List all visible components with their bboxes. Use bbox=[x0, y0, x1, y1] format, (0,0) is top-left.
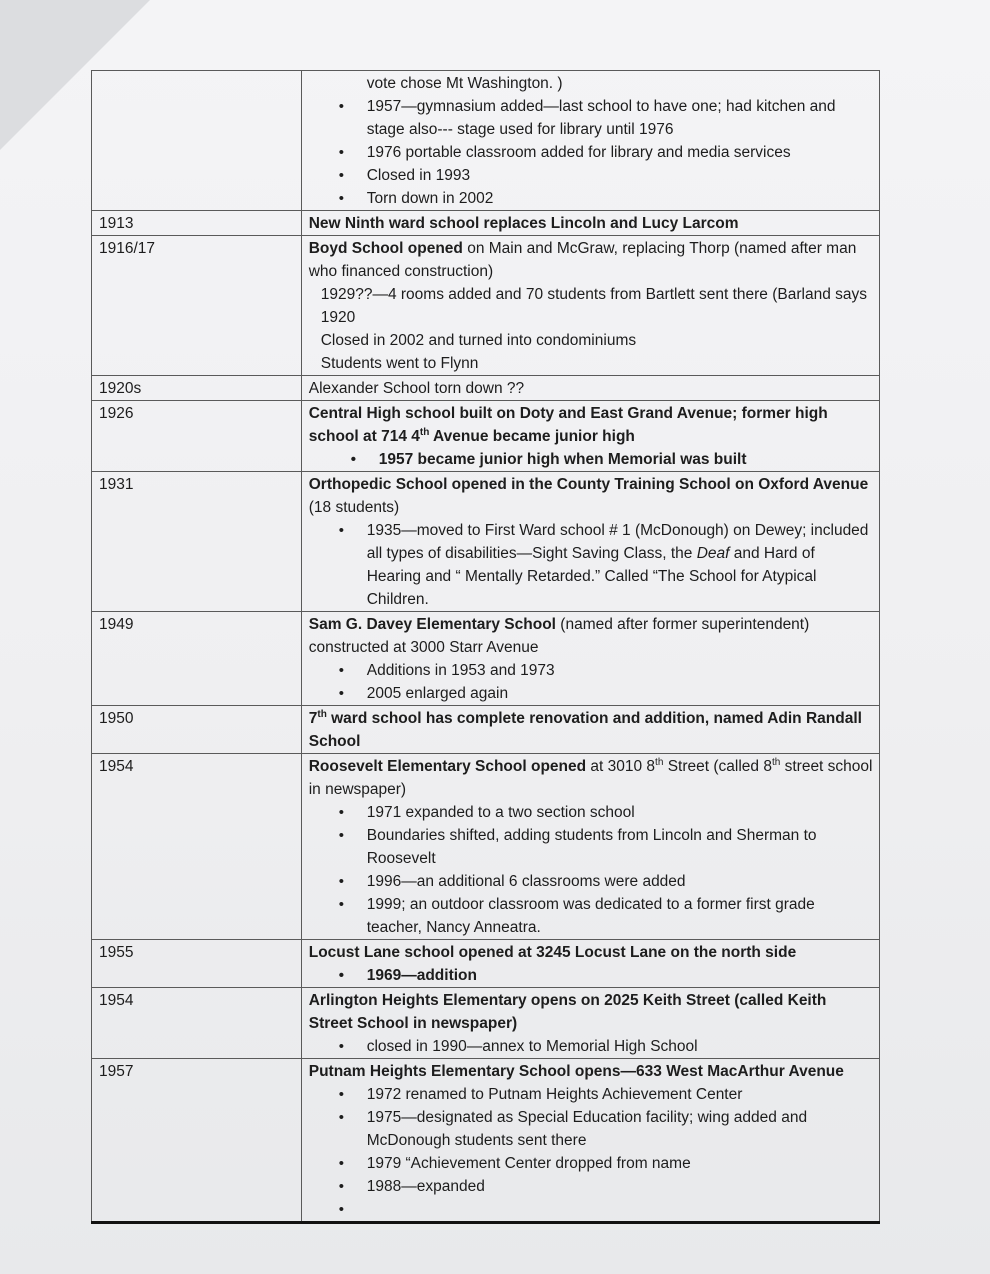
description-cell bbox=[301, 612, 879, 706]
table-row bbox=[92, 236, 880, 376]
table-row bbox=[92, 754, 880, 940]
year-cell: 1916/17 bbox=[92, 236, 302, 376]
entry-title: Boyd School opened on Main and McGraw, replacing Thorp (named after man who financed construction) bbox=[308, 240, 857, 280]
year-cell bbox=[92, 71, 302, 211]
bullet-list bbox=[309, 801, 873, 939]
list-item: • 1971 expanded to a two section school bbox=[338, 804, 635, 821]
description-cell: New Ninth ward school replaces Lincoln and Lucy Larcom bbox=[301, 211, 879, 236]
bullet-list bbox=[309, 448, 873, 471]
description-cell bbox=[301, 940, 879, 988]
entry-title: Central High school built on Doty and East Grand Avenue; former high school at 714 4th Avenue became junior high bbox=[308, 405, 828, 445]
year-cell: 1920s bbox=[92, 376, 302, 401]
entry-title: Locust Lane school opened at 3245 Locust Lane on the north side bbox=[308, 944, 797, 961]
year-cell: 1957 bbox=[92, 1059, 302, 1223]
entry-title: Roosevelt Elementary School opened at 3010 8th Street (called 8th street school in newspaper) bbox=[308, 756, 873, 798]
description-cell bbox=[301, 71, 879, 211]
table-row bbox=[92, 472, 880, 612]
table-row bbox=[92, 1059, 880, 1223]
list-item: • Additions in 1953 and 1973 bbox=[338, 662, 555, 679]
description-cell bbox=[301, 1059, 879, 1223]
list-item: • 1999; an outdoor classroom was dedicated to a former first grade teacher, Nancy Anneatra. bbox=[338, 896, 815, 936]
list-item: • 1935—moved to First Ward school # 1 (McDonough) on Dewey; included all types of disabilities—Sight Saving Class, the Deaf and Hard of Hearing and “ Mentally Retarded.” Called “The School for Atypical Children. bbox=[338, 522, 869, 608]
entry-note: Students went to Flynn bbox=[320, 355, 479, 372]
bullet-list bbox=[309, 519, 873, 611]
description-cell bbox=[301, 754, 879, 940]
table-row bbox=[92, 211, 880, 236]
list-item: • 1988—expanded bbox=[338, 1178, 485, 1195]
bullet-list bbox=[309, 659, 873, 705]
list-item: • 1957 became junior high when Memorial was built bbox=[350, 451, 747, 468]
list-item: • 1979 “Achievement Center dropped from name bbox=[338, 1155, 691, 1172]
table-row bbox=[92, 71, 880, 211]
table-row bbox=[92, 376, 880, 401]
description-cell bbox=[301, 401, 879, 472]
year-cell: 1955 bbox=[92, 940, 302, 988]
table-row bbox=[92, 988, 880, 1059]
table-row bbox=[92, 612, 880, 706]
list-item: • Closed in 1993 bbox=[338, 167, 471, 184]
continuation-text: vote chose Mt Washington. ) bbox=[366, 75, 563, 92]
entry-title: Putnam Heights Elementary School opens—633 West MacArthur Avenue bbox=[308, 1063, 844, 1080]
list-item: • 2005 enlarged again bbox=[338, 685, 509, 702]
entry-note: Closed in 2002 and turned into condominiums bbox=[320, 332, 637, 349]
year-cell: 1931 bbox=[92, 472, 302, 612]
year-cell: 1954 bbox=[92, 988, 302, 1059]
description-cell: 7th ward school has complete renovation and addition, named Adin Randall School bbox=[301, 706, 879, 754]
year-cell: 1926 bbox=[92, 401, 302, 472]
year-cell: 1913 bbox=[92, 211, 302, 236]
year-cell: 1950 bbox=[92, 706, 302, 754]
entry-title: Arlington Heights Elementary opens on 2025 Keith Street (called Keith Street School in newspaper) bbox=[308, 992, 827, 1032]
description-cell: Alexander School torn down ?? bbox=[301, 376, 879, 401]
list-item: • 1972 renamed to Putnam Heights Achievement Center bbox=[338, 1086, 743, 1103]
list-item: • 1976 portable classroom added for library and media services bbox=[338, 144, 791, 161]
list-item: • 1996—an additional 6 classrooms were added bbox=[338, 873, 686, 890]
bullet-list bbox=[309, 1035, 873, 1058]
list-item: • 1957—gymnasium added—last school to have one; had kitchen and stage also--- stage used for library until 1976 bbox=[338, 98, 836, 138]
entry-note: 1929??—4 rooms added and 70 students from Bartlett sent there (Barland says 1920 bbox=[320, 286, 867, 326]
table-row bbox=[92, 401, 880, 472]
list-item: • bbox=[338, 1201, 344, 1218]
year-cell: 1954 bbox=[92, 754, 302, 940]
bullet-list bbox=[309, 964, 873, 987]
entry-title: Orthopedic School opened in the County Training School on Oxford Avenue (18 students) bbox=[308, 476, 869, 516]
bullet-list bbox=[309, 1083, 873, 1221]
description-cell bbox=[301, 472, 879, 612]
description-cell bbox=[301, 988, 879, 1059]
list-item: • 1969—addition bbox=[338, 967, 477, 984]
description-cell bbox=[301, 236, 879, 376]
list-item: • Torn down in 2002 bbox=[338, 190, 494, 207]
list-item: • Boundaries shifted, adding students from Lincoln and Sherman to Roosevelt bbox=[338, 827, 817, 867]
bullet-list bbox=[309, 95, 873, 210]
table-row bbox=[92, 940, 880, 988]
entry-title: Sam G. Davey Elementary School (named after former superintendent) constructed at 3000 Starr Avenue bbox=[308, 616, 810, 656]
table-row bbox=[92, 706, 880, 754]
list-item: • 1975—designated as Special Education facility; wing added and McDonough students sent there bbox=[338, 1109, 808, 1149]
year-cell: 1949 bbox=[92, 612, 302, 706]
school-history-table bbox=[91, 70, 880, 1224]
list-item: • closed in 1990—annex to Memorial High School bbox=[338, 1038, 698, 1055]
